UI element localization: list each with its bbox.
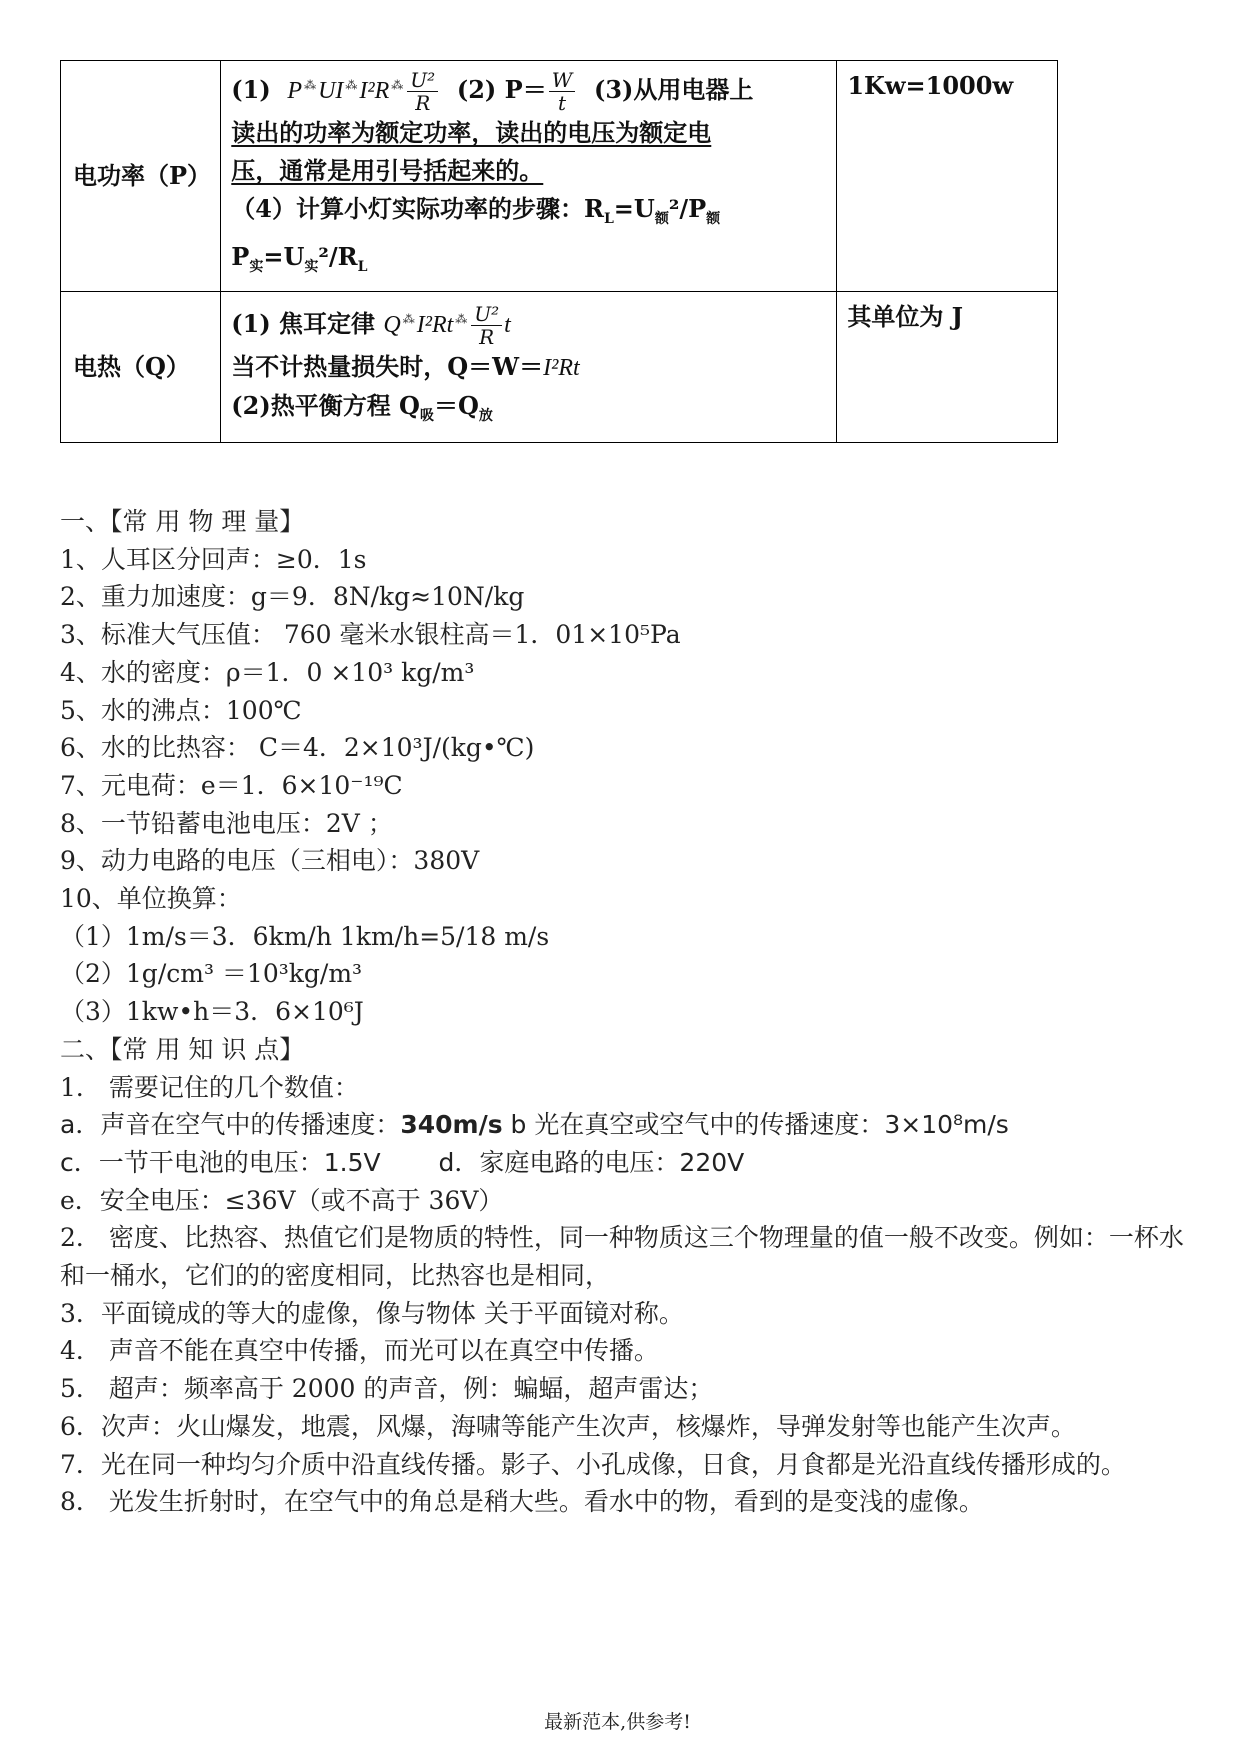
unit-conversion-line: （1）1m/s＝3．6km/h 1km/h=5/18 m/s xyxy=(60,921,550,951)
knowledge-paragraph: 7．光在同一种均匀介质中沿直线传播。影子、小孔成像，日食，月食都是光沿直线传播形成的。 xyxy=(60,1449,1126,1479)
table-row-heat xyxy=(61,292,1058,443)
knowledge-paragraph: 3．平面镜成的等大的虚像，像与物体 关于平面镜对称。 xyxy=(60,1298,684,1328)
power-formulas xyxy=(221,61,837,292)
heading-knowledge: 二、【常 用 知 识 点】 xyxy=(60,1034,305,1064)
constant-line: 5、水的沸点：100℃ xyxy=(60,695,302,725)
heat-line3: (2)热平衡方程 $Q_吸=Q_放$ xyxy=(231,390,493,424)
heat-line2: 当不计热量损失时，Q＝W＝I²Rt xyxy=(231,351,580,381)
table-row-power xyxy=(61,61,1058,292)
heading-constants: 一、【常 用 物 理 量】 xyxy=(60,507,305,536)
knowledge-line-a: a．声音在空气中的传播速度：340m/s b 光在真空或空气中的传播速度：3×10⁸m/s xyxy=(60,1110,1009,1140)
heat-line1: (1) 焦耳定律 Q ⁂I²Rt ⁂ $\frac{\text{U²}}{R}$ t xyxy=(231,301,511,349)
constant-line: 3、标准大气压值： 760 毫米水银柱高＝1．01×10⁵Pa xyxy=(60,620,681,650)
knowledge-line-c: c．一节干电池的电压：1.5V d．家庭电路的电压：220V xyxy=(60,1147,745,1177)
power-line4: （4）计算小灯实际功率的步骤：$R_L=U_额^2/P_额$ xyxy=(231,194,721,227)
knowledge-paragraph: 6．次声：火山爆发，地震，风爆，海啸等能产生次声，核爆炸，导弹发射等也能产生次声。 xyxy=(60,1411,1076,1441)
heat-label: 电热（Q） xyxy=(61,292,221,443)
power-line2: 读出的功率为额定功率，读出的电压为额定电 xyxy=(231,118,712,148)
formula-table xyxy=(60,60,1058,443)
power-label: 电功率（P） xyxy=(61,61,221,292)
constant-line: 2、重力加速度：g＝9．8N/kg≈10N/kg xyxy=(60,582,525,612)
knowledge-line: 1． 需要记住的几个数值： xyxy=(60,1072,359,1102)
knowledge-paragraph: 4． 声音不能在真空中传播，而光可以在真空中传播。 xyxy=(60,1336,659,1366)
constant-line: 10、单位换算： xyxy=(60,884,242,914)
knowledge-paragraph: 2． 密度、比热容、热值它们是物质的特性，同一种物质这三个物理量的值一般不改变。例如：一杯水和一桶水，它们的的密度相同，比热容也是相同， xyxy=(60,1223,1184,1291)
constant-line: 4、水的密度：ρ＝1．0 ×10³ kg/m³ xyxy=(60,657,475,687)
knowledge-paragraph: 8． 光发生折射时，在空气中的角总是稍大些。看水中的物，看到的是变浅的虚像。 xyxy=(60,1487,984,1517)
constant-line: 7、元电荷：e＝1．6×10⁻¹⁹C xyxy=(60,770,403,800)
knowledge-paragraph: 5． 超声：频率高于 2000 的声音，例：蝙蝠，超声雷达； xyxy=(60,1374,714,1404)
knowledge-line-e: e．安全电压：≤36V（或不高于 36V） xyxy=(60,1185,504,1215)
unit-conversion-line: （3）1kw•h＝3．6×10⁶J xyxy=(60,997,364,1027)
power-line5: $P_实=U_实^2/R_L$ xyxy=(231,242,368,275)
power-note: 1Kw=1000w xyxy=(837,61,1058,292)
power-formula-line1: (1) P ⁂UI ⁂I²R ⁂ $\frac{\text{U²}}{R}$ (2) P＝ $\frac{W}{t}$ (3)从用电器上 xyxy=(231,68,754,116)
unit-conversion-line: （2）1g/cm³ ＝10³kg/m³ xyxy=(60,959,363,989)
constant-line: 1、人耳区分回声：≥0．1s xyxy=(60,544,367,574)
constant-line: 8、一节铅蓄电池电压：2V ； xyxy=(60,808,393,838)
notes-section xyxy=(60,503,1190,1521)
constant-line: 6、水的比热容： C＝4．2×10³J/(kg•℃) xyxy=(60,733,535,763)
constant-line: 9、动力电路的电压（三相电）：380V xyxy=(60,846,480,876)
u2-over-r-fraction: $\frac{\text{U²}}{R}$ xyxy=(471,303,502,348)
page-footer: 最新范本,供参考! xyxy=(544,1711,691,1733)
u2-over-r-fraction: $\frac{\text{U²}}{R}$ xyxy=(407,69,438,114)
w-over-t-fraction: $\frac{W}{t}$ xyxy=(549,69,576,114)
power-line3: 压，通常是用引号括起来的。 xyxy=(231,156,544,186)
heat-formulas xyxy=(221,292,837,443)
heat-note: 其单位为 J xyxy=(837,292,1058,443)
